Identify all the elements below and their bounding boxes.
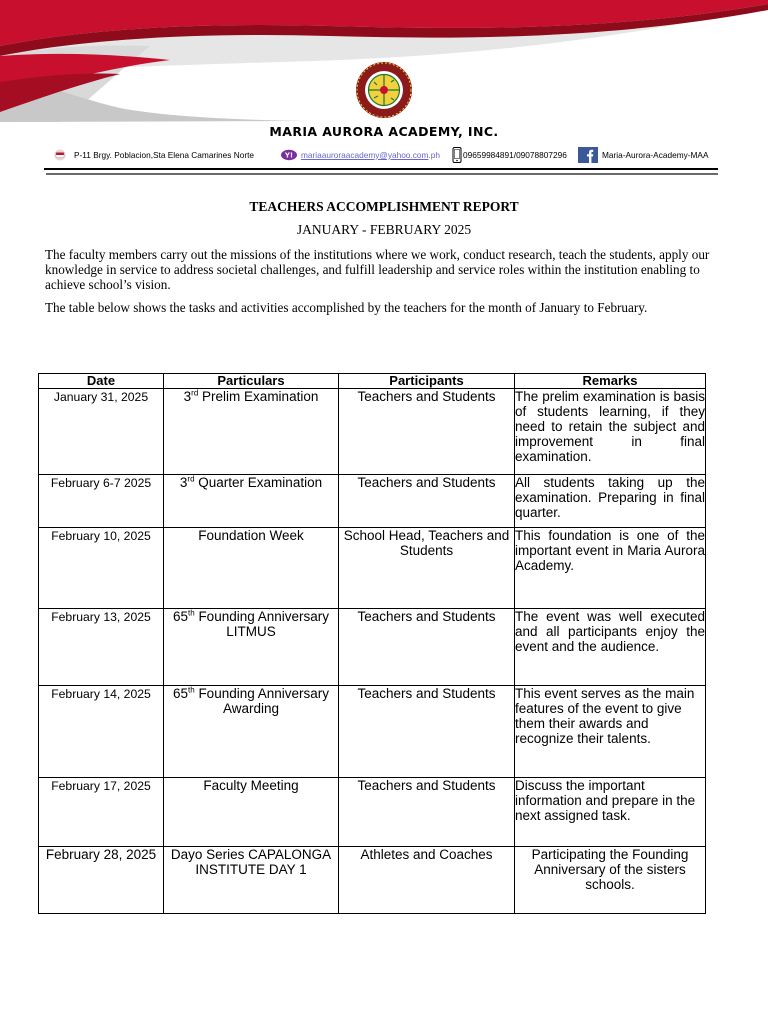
date-cell: January 31, 2025 <box>39 389 164 475</box>
date-cell: February 28, 2025 <box>39 847 164 914</box>
remarks-cell: Discuss the important information and prepare in the next assigned task. <box>515 778 706 847</box>
particulars-cell <box>164 475 339 528</box>
date-cell: February 17, 2025 <box>39 778 164 847</box>
particulars-text: Prelim Examination <box>198 389 319 404</box>
particulars-cell <box>164 389 339 475</box>
report-title: TEACHERS ACCOMPLISHMENT REPORT <box>249 199 519 214</box>
date-cell: February 6-7 2025 <box>39 475 164 528</box>
yahoo-icon <box>280 149 298 161</box>
facebook-text: Maria-Aurora-Academy-MAA <box>602 150 709 160</box>
remarks-cell: All students taking up the examination. Preparing in final quarter. <box>515 475 706 528</box>
table-row <box>39 686 706 778</box>
ordinal-number: 65 <box>172 686 189 701</box>
address-text: P-11 Brgy. Poblacion,Sta Elena Camarines Norte <box>74 150 255 160</box>
table-row <box>39 475 706 528</box>
email-item <box>280 146 440 164</box>
particulars-text: Founding Anniversary LITMUS <box>194 609 330 639</box>
school-name: MARIA AURORA ACADEMY, INC. <box>269 124 499 139</box>
participants-cell: Teachers and Students <box>339 609 515 686</box>
particulars-cell: Dayo Series CAPALONGA INSTITUTE DAY 1 <box>164 847 339 914</box>
ordinal-number: 3 <box>179 475 188 490</box>
ordinal-suffix: th <box>188 608 195 618</box>
table-row <box>39 528 706 609</box>
header-remarks: Remarks <box>515 374 706 389</box>
remarks-cell: This foundation is one of the important event in Maria Aurora Academy. <box>515 528 706 609</box>
table-row <box>39 609 706 686</box>
contact-bar <box>52 146 732 164</box>
remarks-cell: Participating the Founding Anniversary of the sisters schools. <box>515 847 706 914</box>
header-particulars: Particulars <box>164 374 339 389</box>
ordinal-suffix: rd <box>191 388 199 398</box>
intro-paragraph: The faculty members carry out the missions of the institutions where we work, conduct research, teach the students, apply our knowledge in service to address societal challenges, and fulfill leadership and service roles within the institution enabling to achieve school’s vision. <box>45 247 710 292</box>
school-logo <box>344 58 424 122</box>
table-row <box>39 389 706 475</box>
email-link[interactable]: mariaauroraacademy@yahoo.com <box>301 150 429 160</box>
table-row <box>39 847 706 914</box>
svg-text:Y!: Y! <box>284 151 294 160</box>
flag-icon <box>52 149 68 161</box>
participants-cell: Teachers and Students <box>339 778 515 847</box>
table-intro-paragraph: The table below shows the tasks and activities accomplished by the teachers for the month of January to February. <box>45 300 648 315</box>
participants-cell: School Head, Teachers and Students <box>339 528 515 609</box>
date-cell: February 14, 2025 <box>39 686 164 778</box>
particulars-cell <box>164 609 339 686</box>
address-item <box>52 146 254 164</box>
participants-cell: Athletes and Coaches <box>339 847 515 914</box>
header-rule-gray <box>46 173 718 175</box>
date-cell: February 10, 2025 <box>39 528 164 609</box>
table-header-row <box>39 374 706 389</box>
ordinal-suffix: rd <box>187 474 195 484</box>
particulars-text: Founding Anniversary Awarding <box>194 686 330 716</box>
header-participants: Participants <box>339 374 515 389</box>
phone-item <box>452 146 567 164</box>
accomplishment-table <box>38 373 706 914</box>
remarks-cell: This event serves as the main features of the event to give them their awards and recognize their talents. <box>515 686 706 778</box>
particulars-text: Quarter Examination <box>194 475 323 490</box>
particulars-cell: Foundation Week <box>164 528 339 609</box>
phone-text: 09659984891/09078807296 <box>463 150 567 160</box>
remarks-cell: The prelim examination is basis of students learning, if they need to retain the subject and improvement in final examination. <box>515 389 706 475</box>
date-cell: February 13, 2025 <box>39 609 164 686</box>
report-period: JANUARY - FEBRUARY 2025 <box>296 222 472 237</box>
particulars-cell <box>164 686 339 778</box>
header-date: Date <box>39 374 164 389</box>
participants-cell: Teachers and Students <box>339 389 515 475</box>
phone-icon <box>452 147 462 163</box>
particulars-cell: Faculty Meeting <box>164 778 339 847</box>
facebook-icon <box>578 147 598 163</box>
facebook-item <box>578 146 709 164</box>
table-row <box>39 778 706 847</box>
email-suffix: .ph <box>428 150 440 160</box>
remarks-cell: The event was well executed and all participants enjoy the event and the audience. <box>515 609 706 686</box>
ordinal-number: 65 <box>172 609 189 624</box>
ordinal-suffix: th <box>188 685 195 695</box>
participants-cell: Teachers and Students <box>339 686 515 778</box>
header-rule <box>44 168 718 170</box>
ordinal-number: 3 <box>183 389 192 404</box>
participants-cell: Teachers and Students <box>339 475 515 528</box>
